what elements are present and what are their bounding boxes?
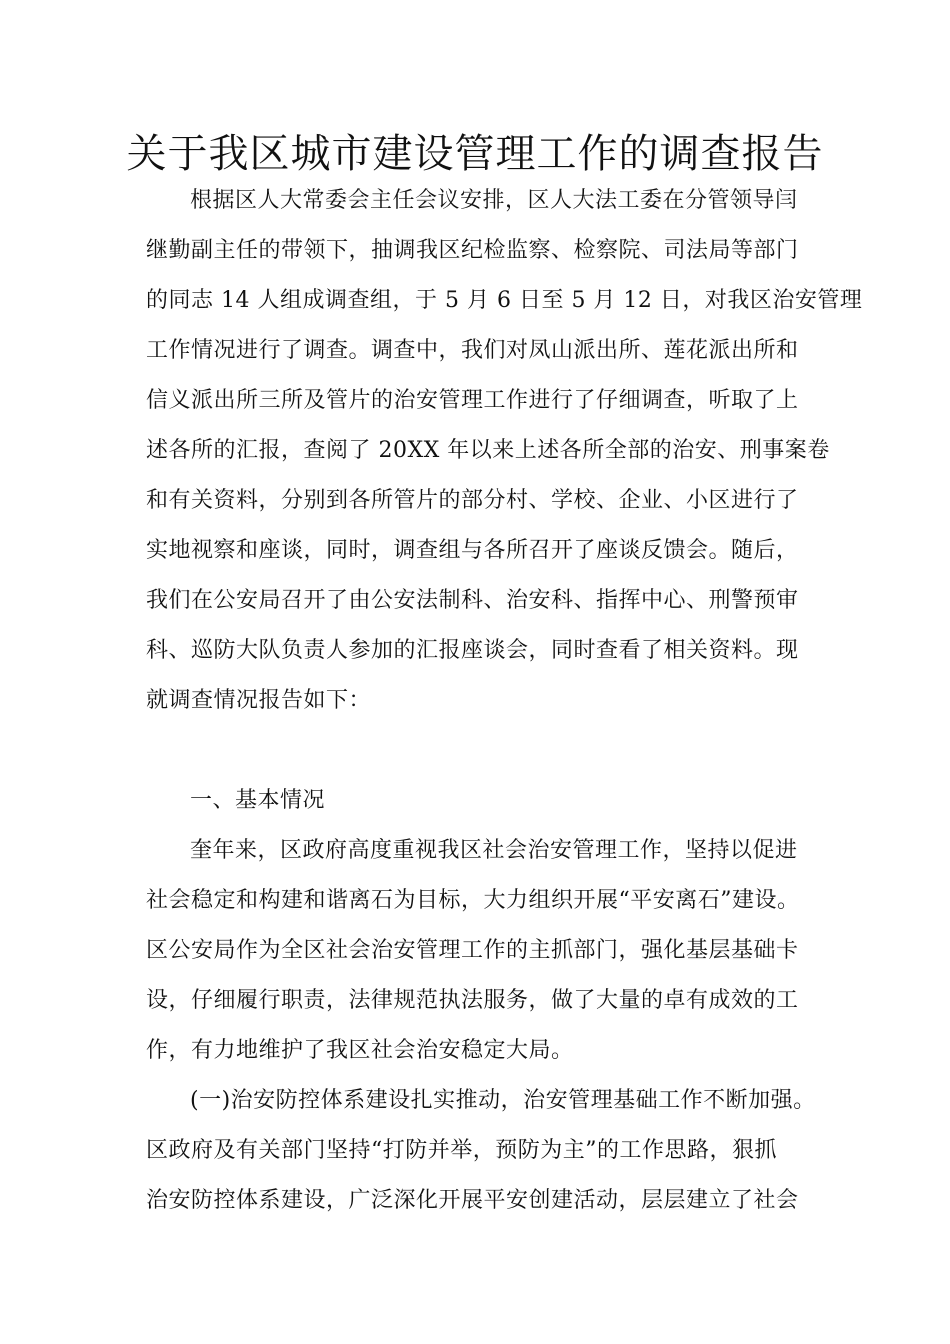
intro-line-2: 继勤副主任的带领下，抽调我区纪检监察、检察院、司法局等部门 — [146, 238, 799, 263]
intro-line-5: 信义派出所三所及管片的治安管理工作进行了仔细调查，听取了上 — [146, 388, 799, 413]
document-title: 关于我区城市建设管理工作的调查报告 — [126, 131, 824, 177]
subsection1-line-2: 区政府及有关部门坚持“打防并举，预防为主”的工作思路，狠抓 — [146, 1138, 777, 1163]
intro-line-9: 我们在公安局召开了由公安法制科、治安科、指挥中心、刑警预审 — [146, 588, 799, 613]
section-heading: 一、基本情况 — [190, 788, 326, 813]
intro-line-1: 根据区人大常委会主任会议安排，区人大法工委在分管领导闫 — [190, 188, 798, 213]
intro-line-4: 工作情况进行了调查。调查中，我们对凤山派出所、莲花派出所和 — [146, 338, 799, 363]
section1-line-5: 作，有力地维护了我区社会治安稳定大局。 — [146, 1038, 574, 1063]
section1-line-3: 区公安局作为全区社会治安管理工作的主抓部门，强化基层基础卡 — [146, 938, 799, 963]
intro-line-8: 实地视察和座谈，同时，调查组与各所召开了座谈反馈会。随后， — [146, 538, 799, 563]
intro-line-10: 科、巡防大队负责人参加的汇报座谈会，同时查看了相关资料。现 — [146, 638, 799, 663]
intro-line-7: 和有关资料，分别到各所管片的部分村、学校、企业、小区进行了 — [146, 488, 799, 513]
subsection1-line-1: (一)治安防控体系建设扎实推动，治安管理基础工作不断加强。 — [190, 1088, 816, 1113]
section1-line-2: 社会稳定和构建和谐离石为目标，大力组织开展“平安离石”建设。 — [146, 888, 800, 913]
intro-line-11: 就调查情况报告如下： — [146, 688, 372, 713]
intro-line-3: 的同志 14 人组成调查组，于 5 月 6 日至 5 月 12 日，对我区治安管理 — [146, 288, 863, 313]
section1-line-1: 奎年来，区政府高度重视我区社会治安管理工作，坚持以促进 — [190, 838, 798, 863]
section1-line-4: 设，仔细履行职责，法律规范执法服务，做了大量的卓有成效的工 — [146, 988, 799, 1013]
subsection1-line-3: 治安防控体系建设，广泛深化开展平安创建活动，层层建立了社会 — [146, 1188, 799, 1213]
intro-line-6: 述各所的汇报，查阅了 20XX 年以来上述各所全部的治安、刑事案卷 — [146, 438, 830, 463]
